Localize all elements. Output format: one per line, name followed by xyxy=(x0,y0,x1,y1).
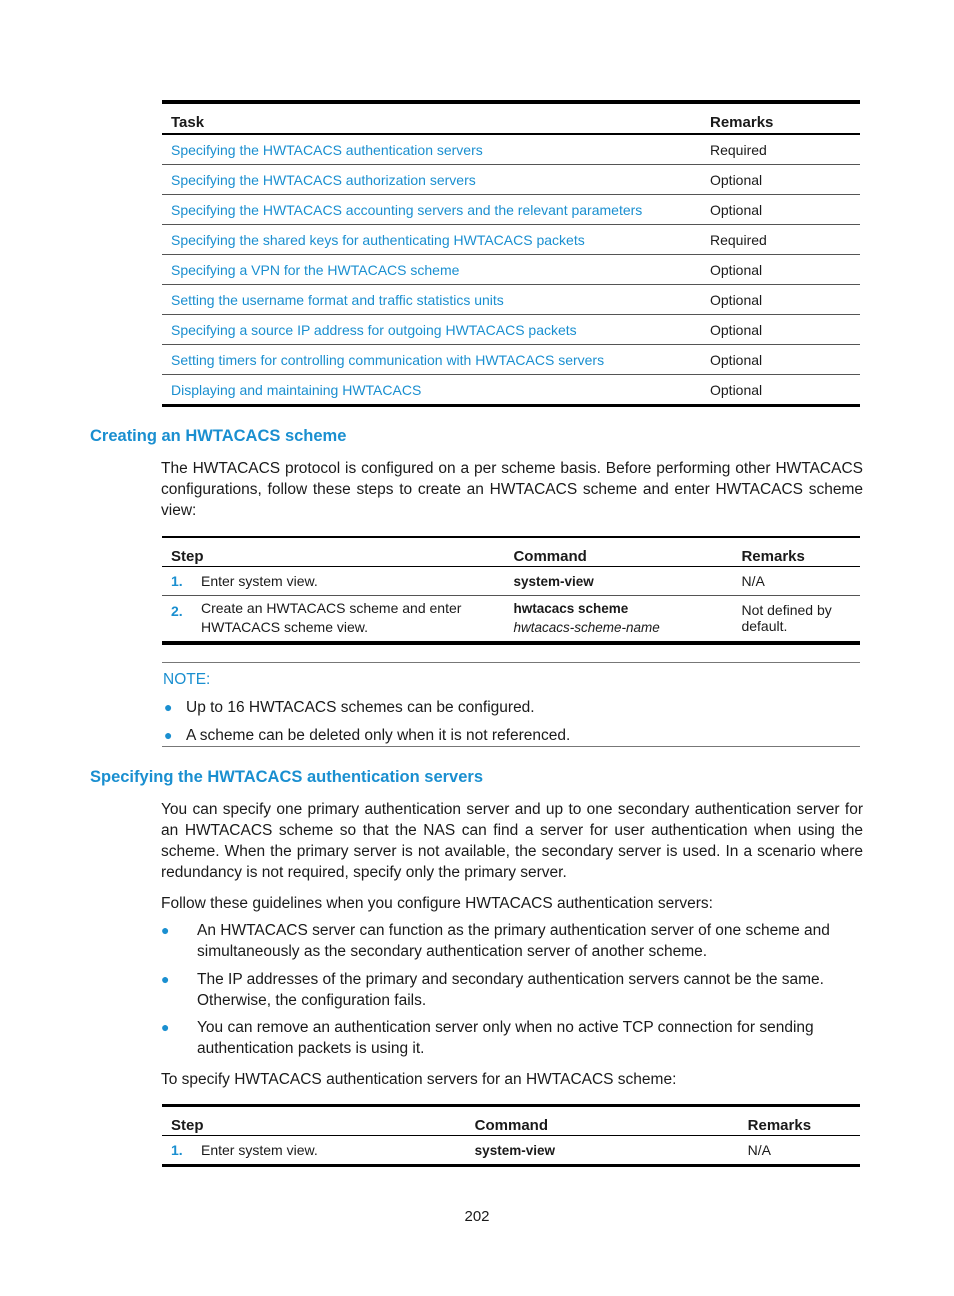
command-column-header: Command xyxy=(466,1106,739,1136)
step-column-header: Step xyxy=(162,537,504,567)
task-remarks: Required xyxy=(701,134,860,165)
table-row xyxy=(162,596,860,643)
bullet-icon: ● xyxy=(161,1019,170,1035)
bullet-icon: ● xyxy=(164,699,173,715)
table-row xyxy=(162,255,860,285)
note-box xyxy=(162,662,860,747)
step-command-cell xyxy=(504,596,732,643)
create-scheme-step-table xyxy=(162,536,860,645)
step-remarks: Not defined by default. xyxy=(732,596,860,643)
note-item: Up to 16 HWTACACS schemes can be configured. xyxy=(186,699,535,716)
task-link[interactable]: Setting timers for controlling communication with HWTACACS servers xyxy=(162,345,701,375)
task-remarks: Optional xyxy=(701,345,860,375)
section2-para3: To specify HWTACACS authentication servers for an HWTACACS scheme: xyxy=(161,1071,677,1088)
table-row xyxy=(162,134,860,165)
command-column-header: Command xyxy=(504,537,732,567)
task-link[interactable]: Specifying the HWTACACS accounting servers and the relevant parameters xyxy=(162,195,701,225)
task-column-header: Task xyxy=(162,102,701,134)
auth-servers-step-table xyxy=(162,1104,860,1167)
step-number: 1. xyxy=(162,1136,185,1166)
table-row xyxy=(162,315,860,345)
table-row xyxy=(162,165,860,195)
step-command: hwtacacs scheme xyxy=(513,601,629,617)
remarks-column-header: Remarks xyxy=(701,102,860,134)
step-remarks: N/A xyxy=(732,567,860,596)
task-link[interactable]: Specifying a source IP address for outgoing HWTACACS packets xyxy=(162,315,701,345)
step-description: Create an HWTACACS scheme and enter HWTACACS scheme view. xyxy=(185,596,504,643)
step-column-header: Step xyxy=(162,1106,466,1136)
bullet-icon: ● xyxy=(164,727,173,743)
task-remarks: Optional xyxy=(701,255,860,285)
section2-para2: Follow these guidelines when you configure HWTACACS authentication servers: xyxy=(161,895,713,912)
guideline-item: You can remove an authentication server only when no active TCP connection for sending authentication packets is using it. xyxy=(197,1019,814,1057)
table-row xyxy=(162,285,860,315)
task-link[interactable]: Setting the username format and traffic statistics units xyxy=(162,285,701,315)
task-remarks: Optional xyxy=(701,195,860,225)
bullet-icon: ● xyxy=(161,971,170,987)
section1-intro: The HWTACACS protocol is configured on a per scheme basis. Before performing other HWTACACS configurations, follow these steps to create an HWTACACS scheme and enter HWTACACS scheme view: xyxy=(161,460,863,519)
step-remarks: N/A xyxy=(739,1136,860,1166)
remarks-column-header: Remarks xyxy=(739,1106,860,1136)
section-heading-creating-scheme: Creating an HWTACACS scheme xyxy=(90,427,347,445)
step-number: 2. xyxy=(162,596,185,643)
step-table-header xyxy=(162,1106,860,1136)
task-link[interactable]: Specifying a VPN for the HWTACACS scheme xyxy=(162,255,701,285)
task-remarks: Optional xyxy=(701,165,860,195)
guideline-item: An HWTACACS server can function as the primary authentication server of one scheme and simultaneously as the secondary authentication server of another scheme. xyxy=(197,922,830,960)
step-number: 1. xyxy=(162,567,185,596)
task-remarks: Optional xyxy=(701,285,860,315)
table-row xyxy=(162,567,860,596)
table-row xyxy=(162,345,860,375)
remarks-column-header: Remarks xyxy=(732,537,860,567)
note-label: NOTE: xyxy=(163,671,211,688)
task-remarks: Required xyxy=(701,225,860,255)
step-command-argument: hwtacacs-scheme-name xyxy=(513,620,660,636)
step-command: system-view xyxy=(504,567,732,596)
step-table-header xyxy=(162,537,860,567)
step-description: Enter system view. xyxy=(185,567,504,596)
task-table-header xyxy=(162,102,860,134)
task-link[interactable]: Displaying and maintaining HWTACACS xyxy=(162,375,701,406)
bullet-icon: ● xyxy=(161,922,170,938)
step-description: Enter system view. xyxy=(185,1136,466,1166)
task-link[interactable]: Specifying the shared keys for authenticating HWTACACS packets xyxy=(162,225,701,255)
table-row xyxy=(162,375,860,406)
task-remarks: Optional xyxy=(701,315,860,345)
task-link[interactable]: Specifying the HWTACACS authorization servers xyxy=(162,165,701,195)
section2-para1: You can specify one primary authentication server and up to one secondary authentication server for an HWTACACS scheme so that the NAS can find a server for user authentication when using the scheme. When the primary server is not available, the secondary server is used. In a scenario where redundancy is not required, specify only the primary server. xyxy=(161,801,863,881)
step-command: system-view xyxy=(466,1136,739,1166)
table-row xyxy=(162,195,860,225)
section-heading-authentication-servers: Specifying the HWTACACS authentication servers xyxy=(90,768,484,786)
guideline-item: The IP addresses of the primary and secondary authentication servers cannot be the same. Otherwise, the configuration fails. xyxy=(197,971,824,1009)
table-row xyxy=(162,1136,860,1166)
task-table xyxy=(162,100,860,407)
note-item: A scheme can be deleted only when it is not referenced. xyxy=(186,727,571,744)
table-row xyxy=(162,225,860,255)
page-number: 202 xyxy=(464,1208,490,1225)
task-link[interactable]: Specifying the HWTACACS authentication servers xyxy=(162,134,701,165)
task-remarks: Optional xyxy=(701,375,860,406)
